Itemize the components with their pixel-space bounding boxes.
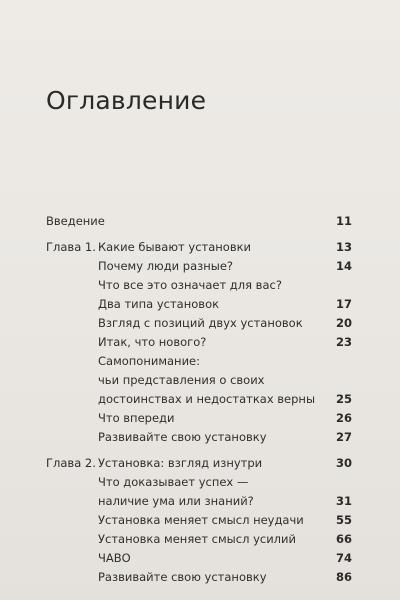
toc-page-number: 55	[335, 513, 352, 527]
toc-entry-title	[98, 276, 316, 295]
toc-entry-title	[98, 238, 316, 257]
toc-chapters	[46, 238, 352, 587]
toc-page-number: 17	[335, 297, 352, 311]
toc-entry-title	[98, 530, 316, 549]
toc-entry-line: ЧАВО	[98, 551, 131, 565]
toc-entry-line: Итак, что нового?	[98, 335, 207, 349]
toc-page-number: 31	[335, 494, 352, 508]
toc-row	[46, 276, 352, 295]
toc-page-number: 25	[335, 392, 352, 406]
toc-entry-title	[98, 428, 316, 447]
page-title: Оглавление	[46, 86, 207, 115]
toc-chapter-label: Глава 2.	[46, 456, 96, 470]
toc-row	[46, 549, 352, 568]
toc-row	[46, 212, 352, 231]
toc-row	[46, 530, 352, 549]
toc-entry-title	[98, 549, 316, 568]
toc-entry-title	[98, 511, 316, 530]
toc-entry-line: Установка: взгляд изнутри	[98, 456, 263, 470]
toc-row	[46, 257, 352, 276]
toc-entry-title	[98, 333, 316, 352]
toc-page-number: 14	[335, 259, 352, 273]
toc-entry-line: Взгляд с позиций двух установок	[98, 316, 303, 330]
toc-row	[46, 454, 352, 473]
toc-entry-line: Установка меняет смысл усилий	[98, 532, 296, 546]
toc-page-number: 27	[335, 430, 352, 444]
toc-entry-line: Самопонимание:	[98, 354, 201, 368]
toc-entry-title: Введение	[46, 214, 105, 228]
toc-page-number: 86	[335, 570, 352, 584]
toc-page-number: 26	[335, 411, 352, 425]
toc-row	[46, 352, 352, 409]
toc-entry-line: Что все это означает для вас?	[98, 278, 282, 292]
toc-page-number: 74	[335, 551, 352, 565]
toc-entry-title	[98, 314, 316, 333]
toc-page-number: 13	[335, 240, 352, 254]
toc-chapter-label: Глава 1.	[46, 240, 96, 254]
toc-page-number: 20	[335, 316, 352, 330]
toc-entry-line: Установка меняет смысл неудачи	[98, 513, 304, 527]
toc-entry-title	[98, 568, 316, 587]
toc-entry-line: наличие ума или знаний?	[98, 494, 254, 508]
toc-row	[46, 238, 352, 257]
toc-entry-title	[98, 257, 316, 276]
toc-page-number: 23	[335, 335, 352, 349]
toc-intro	[46, 212, 352, 231]
toc-row	[46, 473, 352, 511]
toc-entry-line: Развивайте свою установку	[98, 570, 267, 584]
toc-entry-title	[98, 409, 316, 428]
toc-entry-line: Что доказывает успех —	[98, 475, 249, 489]
toc-page-number: 30	[335, 456, 352, 470]
toc-entry-line: Развивайте свою установку	[98, 430, 267, 444]
toc-row	[46, 511, 352, 530]
toc-row	[46, 568, 352, 587]
toc-row	[46, 333, 352, 352]
toc-page-number: 11	[335, 214, 352, 228]
toc-row	[46, 409, 352, 428]
toc-entry-line: Какие бывают установки	[98, 240, 252, 254]
toc-entry-title	[98, 295, 316, 314]
toc-entry-line: чьи представления о своих	[98, 373, 265, 387]
toc-chapter	[46, 238, 352, 447]
toc-entry-title	[98, 352, 316, 409]
toc-chapter	[46, 454, 352, 587]
toc-row	[46, 295, 352, 314]
toc-entry-line: Почему люди разные?	[98, 259, 234, 273]
toc-entry-title	[98, 454, 316, 473]
table-of-contents	[46, 212, 352, 594]
toc-entry-line: Что впереди	[98, 411, 175, 425]
toc-entry-line: достоинствах и недостатках верны	[98, 392, 316, 406]
toc-row	[46, 314, 352, 333]
toc-page-number: 66	[335, 532, 352, 546]
toc-row	[46, 428, 352, 447]
toc-entry-line: Два типа установок	[98, 297, 220, 311]
toc-entry-title	[98, 473, 316, 511]
